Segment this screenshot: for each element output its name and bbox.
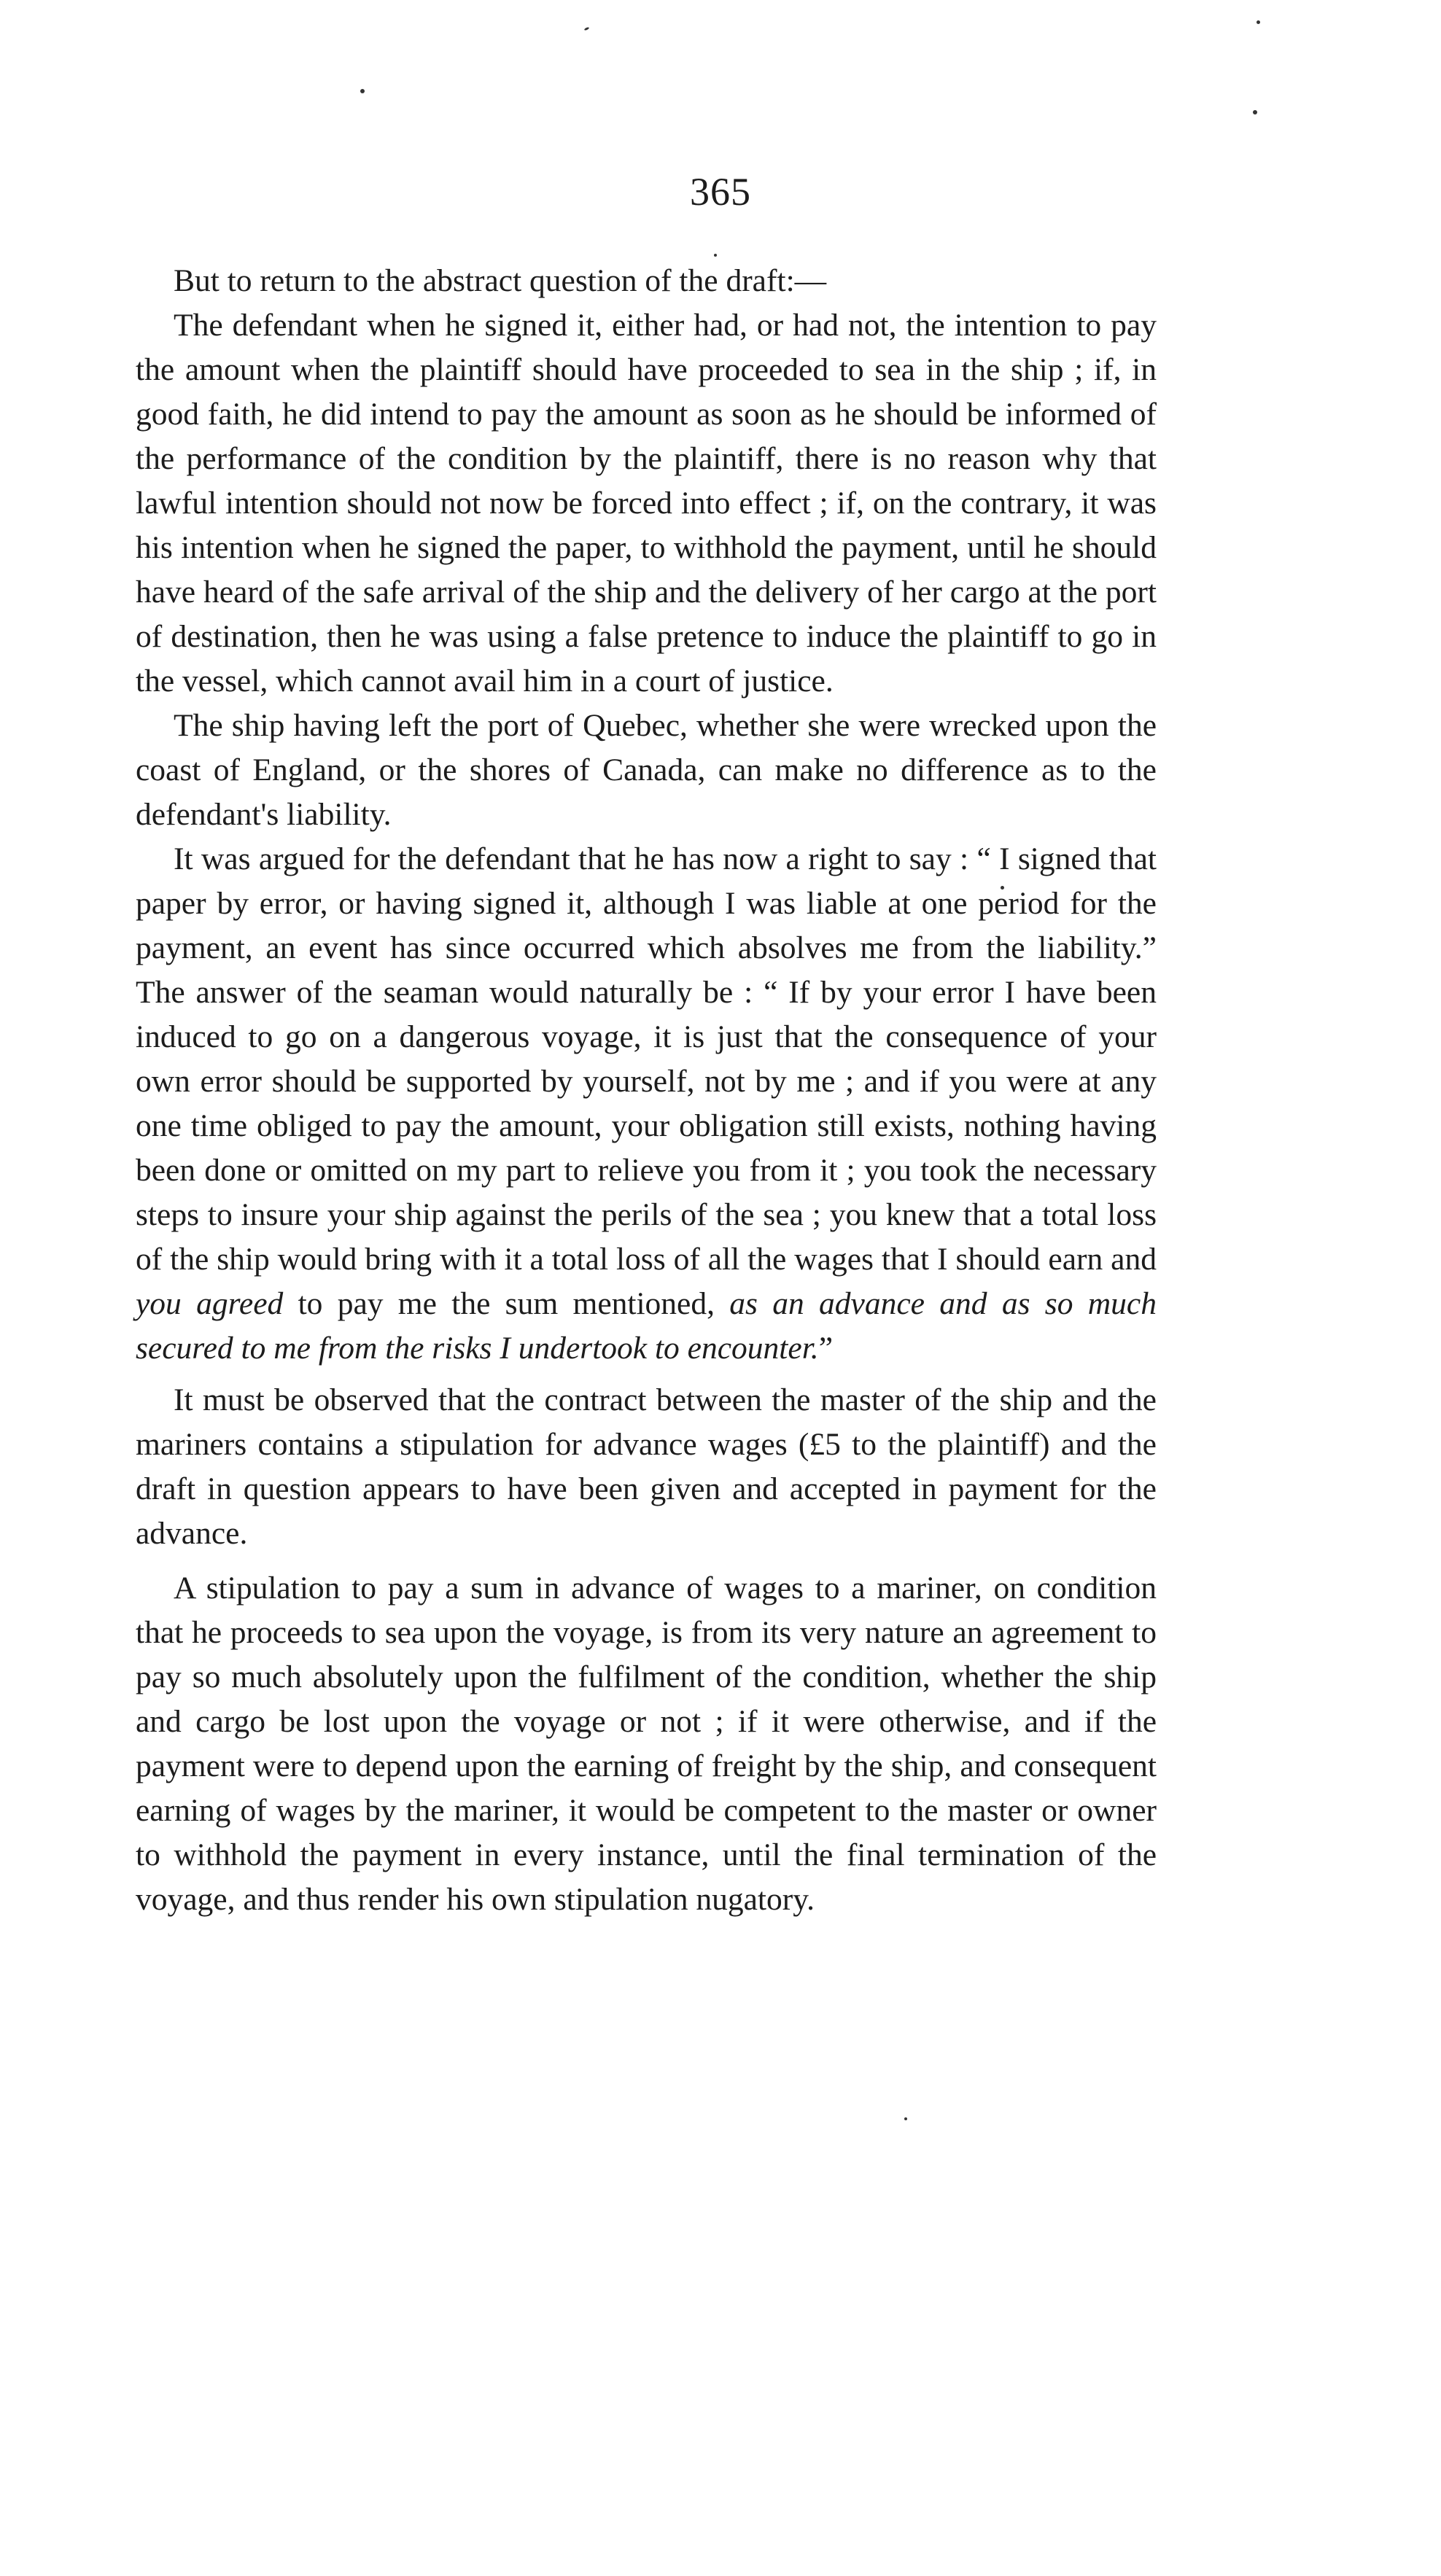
argument-text-a: It was argued for the defendant that he has now a right to say : “ I signed that paper by error, or having signed it, although I was liable at one period for the payment, an event has since occurred which absolves me from the liability.” The answer of the seaman would naturally be : “ If by your error I have been induced to go on a dangerous voyage, it is just that the consequence of your own error should be supported by yourself, not by me ; and if you were at any one time obliged to pay the amount, your obligation still exists, nothing having been done or omitted on my part to relieve you from it ; you took the necessary steps to insure your ship against the perils of the sea ; you knew that a total loss of the ship would bring with it a total loss of all the wages that I should earn and — [136, 841, 1157, 1277]
paragraph-intro: But to return to the abstract question of the draft:— — [174, 263, 827, 298]
argument-italic-a: you agreed — [136, 1286, 284, 1321]
paragraph-advance-wages: A stipulation to pay a sum in advance of wages to a mariner, on condition that he proceeds to sea upon the voyage, is from its very nature an agreement to pay so much absolutely upon the fulfilment of the condition, whether the ship and cargo be lost upon the voyage or not ; if it were otherwise, and if the payment were to depend upon the earning of freight by the ship, and consequent earning of wages by the mariner, it would be competent to the master or owner to withhold the payment in every instance, until the final termination of the voyage, and thus render his own stipulation nugatory. — [136, 1571, 1157, 1917]
argument-italic-b: as an advance and as so much secured to me from the risks I undertook to encounter. — [136, 1286, 1157, 1366]
ink-speck — [360, 89, 365, 93]
argument-text-b: to pay me the sum mentioned, — [298, 1286, 715, 1321]
paragraph-argument — [136, 837, 1157, 1371]
body-text — [136, 259, 1157, 1922]
ink-speck — [904, 2117, 907, 2120]
paragraph-ship-left-quebec: The ship having left the port of Quebec, whether she were wrecked upon the coast of England, or the shores of Canada, can make no difference as to the defendant's liability. — [136, 708, 1157, 832]
paragraph-contract-stipulation: It must be observed that the contract between the master of the ship and the mariners contains a stipulation for advance wages (£5 to the plaintiff) and the draft in question appears to have been given and accepted in payment for the advance. — [136, 1382, 1157, 1551]
ink-speck — [1256, 20, 1260, 24]
ink-speck — [714, 254, 717, 257]
paragraph-defendant-intention: The defendant when he signed it, either had, or had not, the intention to pay the amount when the plaintiff should have proceeded to sea in the ship ; if, in good faith, he did intend to pay the amount as soon as he should be informed of the performance of the condition by the plaintiff, there is no reason why that lawful intention should not now be forced into effect ; if, on the contrary, it was his intention when he signed the paper, to withhold the payment, until he should have heard of the safe arrival of the ship and the delivery of her cargo at the port of destination, then he was using a false pretence to induce the plaintiff to go in the vessel, which cannot avail him in a court of justice. — [136, 308, 1157, 699]
argument-text-c: ” — [818, 1331, 833, 1366]
ink-speck — [1253, 110, 1257, 114]
ink-speck — [584, 27, 590, 31]
page-number: 365 — [690, 170, 751, 214]
